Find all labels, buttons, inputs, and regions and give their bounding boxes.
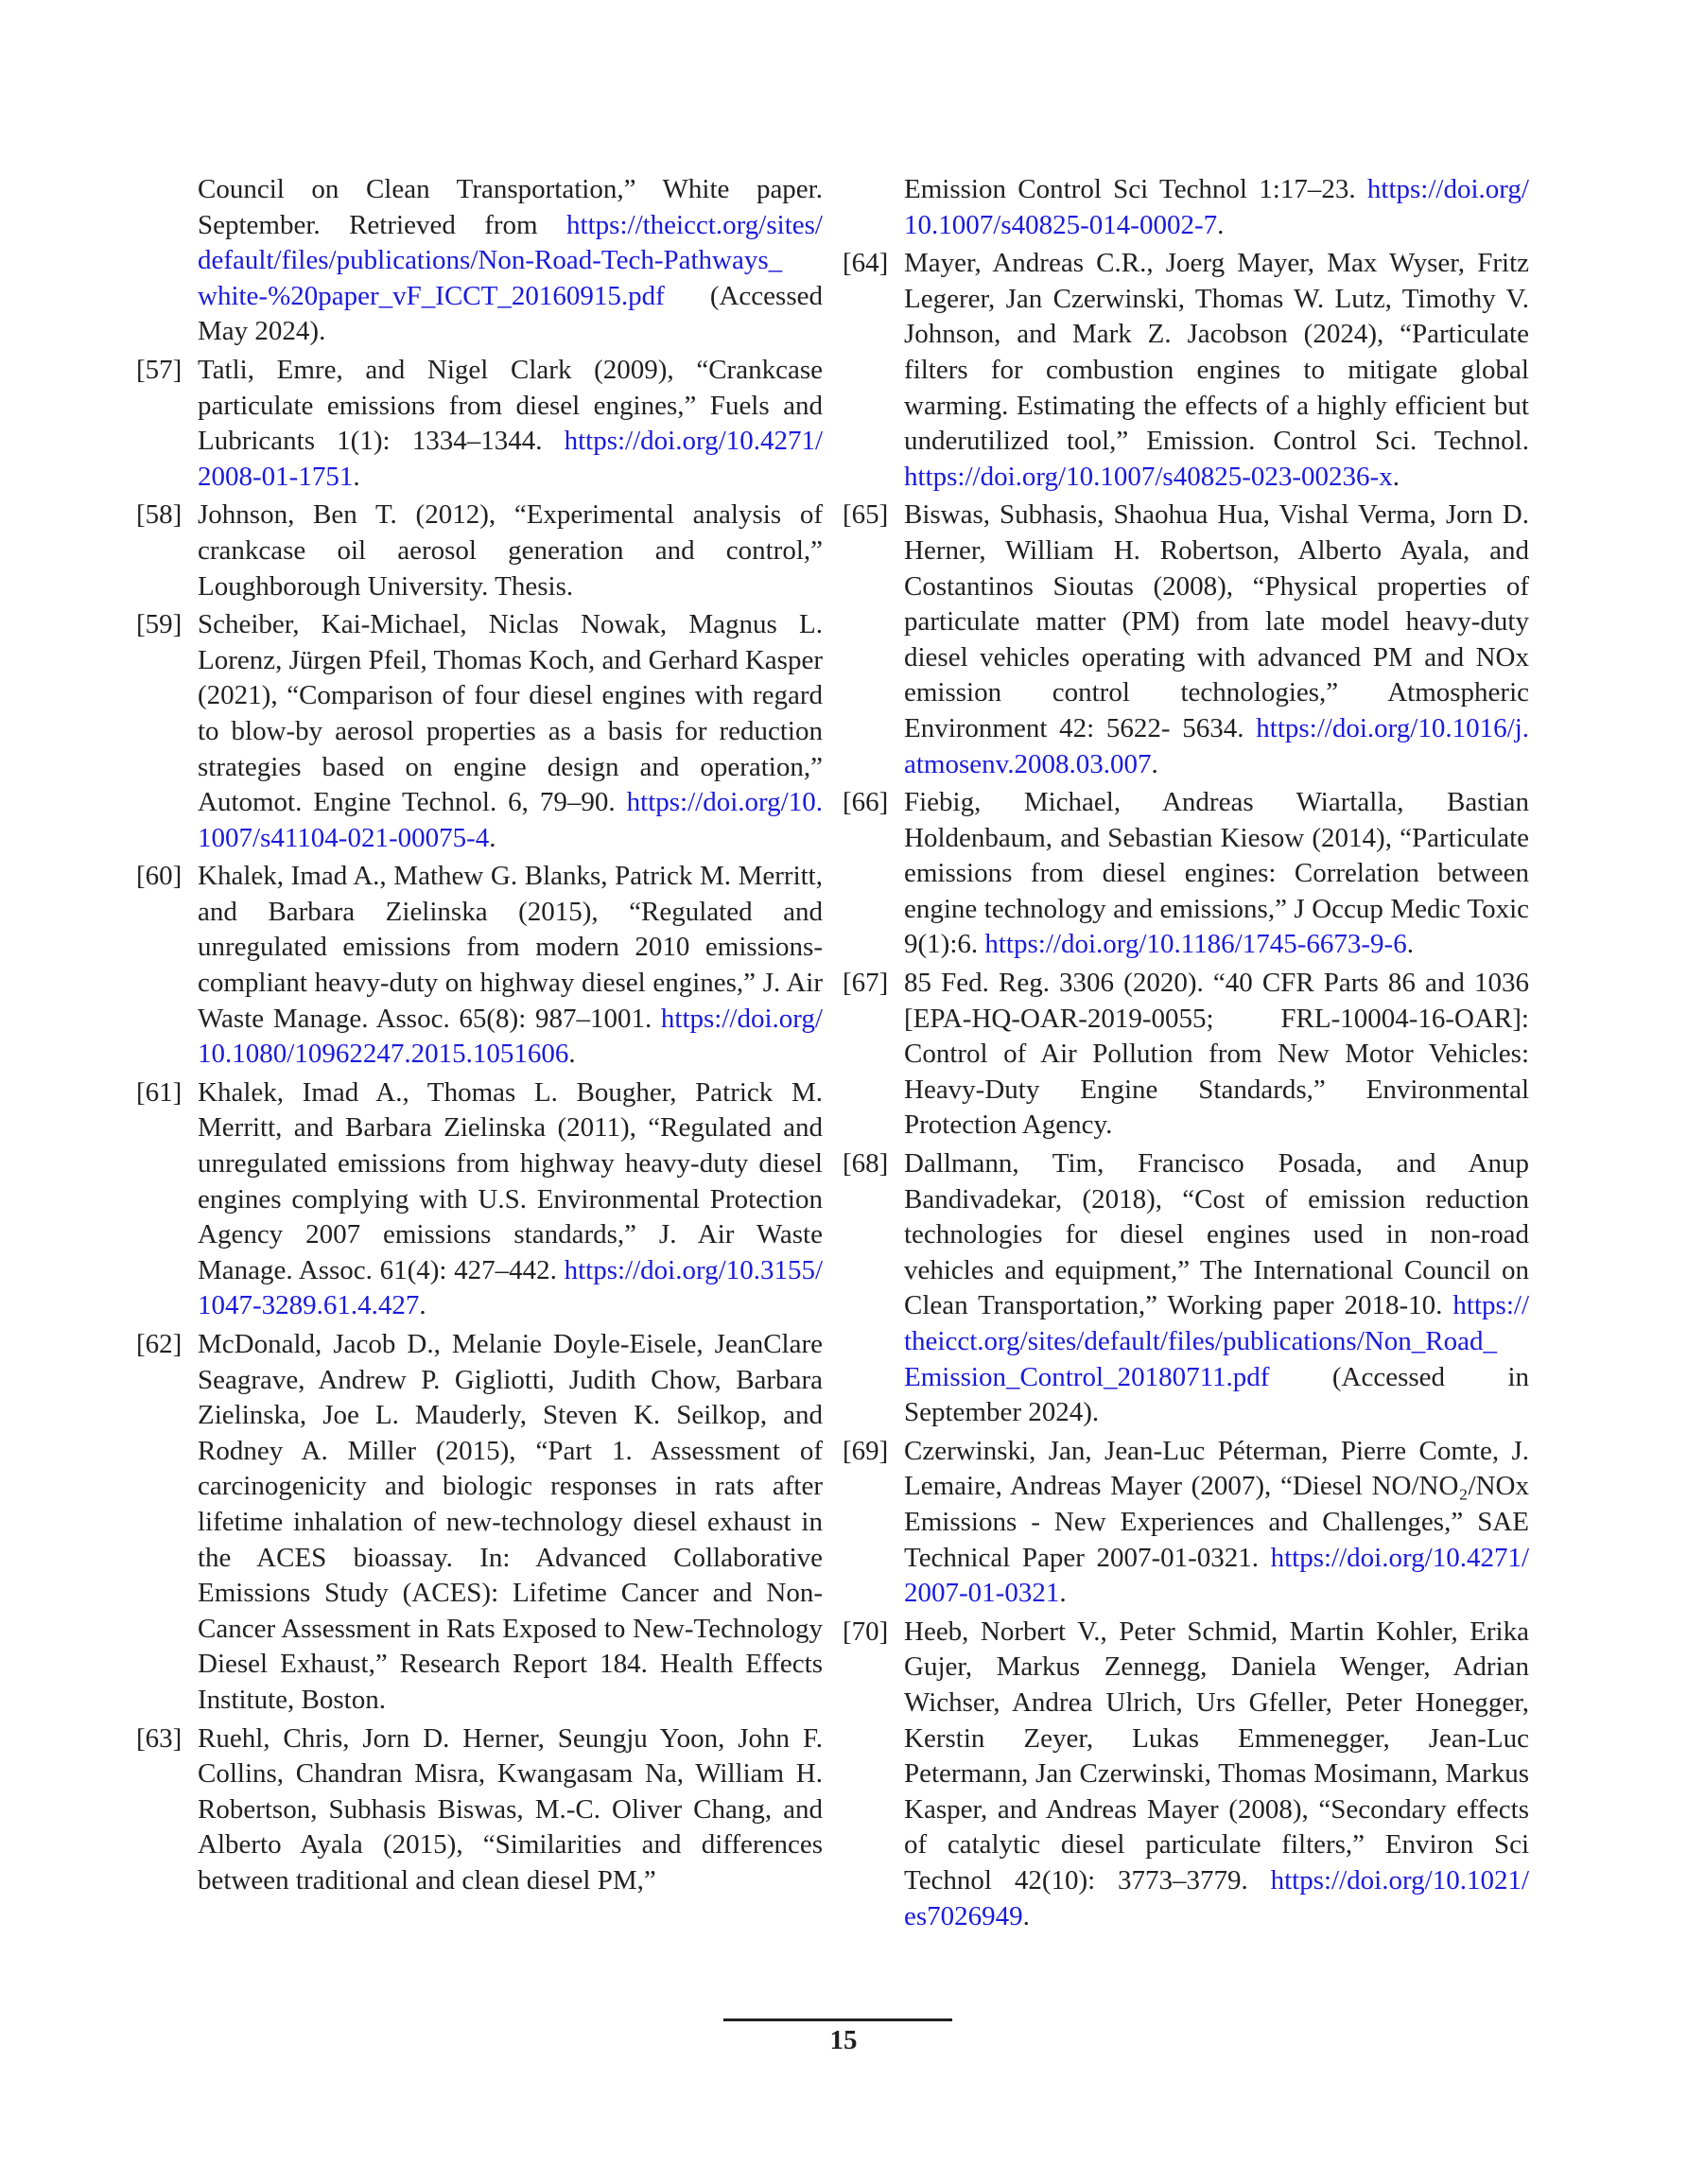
reference-number: [66] bbox=[843, 787, 889, 818]
reference-number: [65] bbox=[843, 499, 889, 531]
reference-link[interactable]: https://doi.org/10.1186/1745-6673-9-6 bbox=[984, 929, 1407, 960]
reference-entry bbox=[843, 246, 1529, 495]
reference-text: Dallmann, Tim, Francisco Posada, and Anup Bandivadekar, (2018), “Cost of emission reduction technologies for diesel engines used in non-road vehicles and equipment,” The International Council on Clean Transportation,” Working paper 2018-10. bbox=[904, 1148, 1529, 1321]
reference-entry bbox=[843, 1146, 1529, 1431]
reference-link[interactable]: https://doi.org/10.1080/10962247.2015.1051606 bbox=[198, 1003, 823, 1070]
reference-tail: . bbox=[353, 461, 360, 492]
reference-entry bbox=[136, 1721, 823, 1899]
reference-text: McDonald, Jacob D., Melanie Doyle-Eisele, JeanClare Seagrave, Andrew P. Gigliotti, Judith Chow, Barbara Zielinska, Joe L. Mauderly, Steven K. Seilkop, and Rodney A. Miller (2015), “Part 1. Assessment of carcinogenicity and biologic responses in rats after lifetime inhalation of new-technology diesel exhaust in the ACES bioassay. In: Advanced Collaborative Emissions Study (ACES): Lifetime Cancer and Non-Cancer Assessment in Rats Exposed to New-Technology Diesel Exhaust,” Research Report 184. Health Effects Institute, Boston. bbox=[198, 1329, 823, 1715]
reference-link[interactable]: https://theicct.org/sites/default/files/publications/Non-Road-Tech-Pathways_white-%20paper_vF_ICCT_20160915.pdf bbox=[198, 209, 823, 311]
reference-tail: . bbox=[1151, 748, 1158, 779]
reference-number: [60] bbox=[136, 861, 183, 892]
reference-number: [68] bbox=[843, 1148, 889, 1179]
reference-text: Emission Control Sci Technol 1:17–23. bbox=[904, 174, 1367, 204]
reference-entry bbox=[156, 172, 823, 350]
reference-number: [70] bbox=[843, 1616, 889, 1647]
reference-text: Czerwinski, Jan, Jean-Luc Péterman, Pierre Comte, J. Lemaire, Andreas Mayer (2007), “Diesel NO/NO₂/NOx Emissions - New Experiences and Challenges,” SAE Technical Paper 2007-01-0321. bbox=[904, 1435, 1529, 1573]
reference-number: [69] bbox=[843, 1435, 889, 1466]
reference-entry bbox=[843, 1434, 1529, 1612]
reference-entry bbox=[136, 498, 823, 604]
reference-link[interactable]: https://doi.org/10.1016/j.atmosenv.2008.03.007 bbox=[904, 712, 1529, 779]
reference-entry bbox=[136, 607, 823, 856]
reference-link[interactable]: https://doi.org/10.3155/1047-3289.61.4.427 bbox=[198, 1254, 823, 1321]
reference-number: [57] bbox=[136, 354, 183, 385]
reference-text: Khalek, Imad A., Mathew G. Blanks, Patrick M. Merritt, and Barbara Zielinska (2015), “Regulated and unregulated emissions from modern 2010 emissions-compliant heavy-duty on highway diesel engines,” J. Air Waste Manage. Assoc. 65(8): 987–1001. bbox=[198, 861, 823, 1034]
left-column bbox=[136, 172, 823, 1902]
reference-text: Fiebig, Michael, Andreas Wiartalla, Bastian Holdenbaum, and Sebastian Kiesow (2014), “Particulate emissions from diesel engines: Correlation between engine technology and emissions,” J Occup Medic Toxic 9(1):6. bbox=[904, 787, 1529, 960]
reference-link[interactable]: https://theicct.org/sites/default/files/publications/Non_Road_Emission_Control_20180711.pdf bbox=[904, 1290, 1529, 1392]
reference-link[interactable]: https://doi.org/10.4271/2007-01-0321 bbox=[904, 1542, 1529, 1609]
reference-tail: . bbox=[1022, 1900, 1030, 1931]
reference-text: Tatli, Emre, and Nigel Clark (2009), “Crankcase particulate emissions from diesel engines,” Fuels and Lubricants 1(1): 1334–1344. bbox=[198, 354, 823, 457]
reference-text: Mayer, Andreas C.R., Joerg Mayer, Max Wyser, Fritz Legerer, Jan Czerwinski, Thomas W. Lutz, Timothy V. Johnson, and Mark Z. Jacobson (2024), “Particulate filters for combustion engines to mitigate global warming. Estimating the effects of a highly efficient but underutilized tool,” Emission. Control Sci. Technol. bbox=[904, 248, 1529, 457]
reference-text: Johnson, Ben T. (2012), “Experimental analysis of crankcase oil aerosol generation and control,” Loughborough University. Thesis. bbox=[198, 499, 823, 602]
reference-tail: (Accessed in September 2024). bbox=[904, 1361, 1529, 1428]
reference-text: Ruehl, Chris, Jorn D. Herner, Seungju Yoon, John F. Collins, Chandran Misra, Kwangasam Na, William H. Robertson, Subhasis Biswas, M.-C. Oliver Chang, and Alberto Ayala (2015), “Similarities and differences between traditional and clean diesel PM,” bbox=[198, 1722, 823, 1896]
reference-link[interactable]: https://doi.org/10.4271/2008-01-1751 bbox=[198, 426, 823, 492]
page-number: 15 bbox=[829, 2025, 858, 2055]
reference-tail: . bbox=[1406, 929, 1414, 960]
reference-tail: . bbox=[489, 822, 496, 853]
reference-link[interactable]: https://doi.org/10.1007/s40825-023-00236-x bbox=[904, 461, 1393, 492]
reference-text: 85 Fed. Reg. 3306 (2020). “40 CFR Parts 86 and 1036 [EPA-HQ-OAR-2019-0055; FRL-10004-16-OAR]: Control of Air Pollution from New Motor Vehicles: Heavy-Duty Engine Standards,” Environmental Protection Agency. bbox=[904, 968, 1529, 1141]
reference-entry bbox=[843, 785, 1529, 963]
reference-tail: . bbox=[1217, 209, 1225, 240]
reference-number: [59] bbox=[136, 609, 183, 640]
right-column bbox=[843, 172, 1529, 1937]
reference-link[interactable]: https://doi.org/10.1007/s40825-014-0002-7 bbox=[904, 174, 1529, 240]
reference-number: [63] bbox=[136, 1722, 183, 1754]
reference-entry bbox=[843, 498, 1529, 782]
reference-number: [67] bbox=[843, 968, 889, 999]
reference-entry bbox=[862, 172, 1529, 243]
reference-text: Biswas, Subhasis, Shaohua Hua, Vishal Verma, Jorn D. Herner, William H. Robertson, Alberto Ayala, and Costantinos Sioutas (2008), “Physical properties of particulate matter (PM) from late model heavy-duty diesel vehicles operating with advanced PM and NOx emission control technologies,” Atmospheric Environment 42: 5622- 5634. bbox=[904, 499, 1529, 743]
reference-entry bbox=[136, 859, 823, 1073]
reference-entry bbox=[843, 966, 1529, 1144]
reference-tail: (Accessed May 2024). bbox=[198, 280, 823, 347]
reference-tail: . bbox=[1059, 1578, 1067, 1609]
reference-tail: . bbox=[419, 1290, 426, 1321]
reference-number: [61] bbox=[136, 1076, 183, 1108]
reference-entry bbox=[136, 1327, 823, 1719]
reference-entry bbox=[136, 1075, 823, 1324]
reference-entry bbox=[843, 1615, 1529, 1934]
footer-rule bbox=[723, 2018, 952, 2021]
reference-text: Khalek, Imad A., Thomas L. Bougher, Patrick M. Merritt, and Barbara Zielinska (2011), “Regulated and unregulated emissions from highway heavy-duty diesel engines complying with U.S. Environmental Protection Agency 2007 emissions standards,” J. Air Waste Manage. Assoc. 61(4): 427–442. bbox=[198, 1076, 823, 1285]
reference-text: Scheiber, Kai-Michael, Niclas Nowak, Magnus L. Lorenz, Jürgen Pfeil, Thomas Koch, and Gerhard Kasper (2021), “Comparison of four diesel engines with regard to blow-by aerosol properties as a basis for reduction strategies based on engine design and operation,” Automot. Engine Technol. 6, 79–90. bbox=[198, 609, 823, 818]
reference-entry bbox=[136, 353, 823, 495]
reference-text: Heeb, Norbert V., Peter Schmid, Martin Kohler, Erika Gujer, Markus Zennegg, Daniela Wenger, Adrian Wichser, Andrea Ulrich, Urs Gfeller, Peter Honegger, Kerstin Zeyer, Lukas Emmenegger, Jean-Luc Petermann, Jan Czerwinski, Thomas Mosimann, Markus Kasper, and Andreas Mayer (2008), “Secondary effects of catalytic diesel particulate filters,” Environ Sci Technol 42(10): 3773–3779. bbox=[904, 1616, 1529, 1896]
reference-tail: . bbox=[1392, 461, 1400, 492]
reference-link[interactable]: https://doi.org/10.1021/es7026949 bbox=[904, 1864, 1529, 1931]
reference-number: [62] bbox=[136, 1329, 183, 1359]
reference-number: [64] bbox=[843, 248, 889, 279]
reference-link[interactable]: https://doi.org/10.1007/s41104-021-00075-4 bbox=[198, 787, 823, 853]
reference-tail: . bbox=[568, 1039, 576, 1070]
reference-number: [58] bbox=[136, 499, 183, 531]
reference-text: Council on Clean Transportation,” White paper. September. Retrieved from bbox=[198, 174, 823, 240]
